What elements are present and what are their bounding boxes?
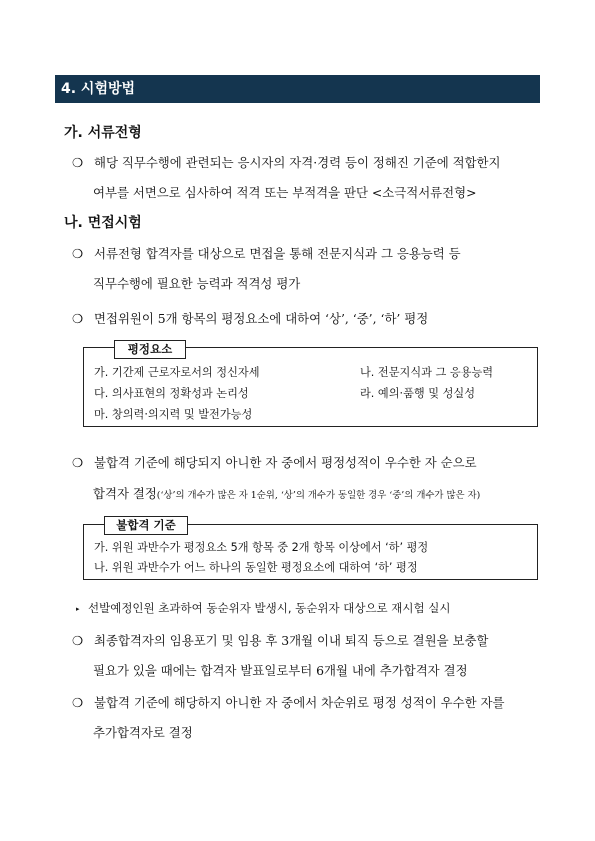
interview-b3-line1: 불합격 기준에 해당되지 아니한 자 중에서 평정성적이 우수한 자 순으로 [94, 455, 477, 470]
interview-b1-line2: 직무수행에 필요한 능력과 적격성 평가 [93, 276, 301, 291]
circle-bullet-icon: ❍ [72, 155, 84, 170]
circle-bullet-icon: ❍ [72, 246, 84, 261]
interview-b3-line2 [93, 484, 541, 502]
tie-note [76, 600, 451, 616]
subheading-interview: 나. 면접시험 [64, 215, 142, 231]
interview-b4-line1: 최종합격자의 임용포기 및 임용 후 3개월 이내 퇴직 등으로 결원을 보충할 [94, 633, 489, 648]
interview-bullet-2 [72, 309, 541, 327]
circle-bullet-icon: ❍ [72, 455, 84, 470]
fail-criteria-item: 가. 위원 과반수가 평정요소 5개 항목 중 2개 항목 이상에서 ‘하’ 평정 [94, 541, 429, 554]
triangle-bullet-icon: ▸ [76, 605, 80, 613]
criteria-box-label: 평정요소 [114, 340, 186, 359]
interview-bullet-1 [72, 244, 541, 262]
criteria-item: 나. 전문지식과 그 응용능력 [360, 366, 494, 379]
interview-b5-line1: 불합격 기준에 해당하지 아니한 자 중에서 차순위로 평정 성적이 우수한 자를 [94, 695, 505, 710]
interview-b1-line1: 서류전형 합격자를 대상으로 면접을 통해 전문지식과 그 응용능력 등 [94, 246, 461, 261]
circle-bullet-icon: ❍ [72, 633, 84, 648]
interview-b3-line2-main: 합격자 결정 [93, 486, 157, 501]
criteria-item: 다. 의사표현의 정확성과 논리성 [94, 387, 249, 400]
interview-bullet-4 [72, 631, 541, 649]
interview-bullet-3 [72, 453, 541, 471]
criteria-item: 라. 예의·품행 및 성실성 [360, 387, 476, 400]
interview-b5-line2: 추가합격자로 결정 [93, 725, 193, 740]
section-header [55, 75, 540, 103]
fail-criteria-box-label: 불합격 기준 [104, 516, 188, 535]
circle-bullet-icon: ❍ [72, 695, 84, 710]
doc-screening-bullet [72, 153, 541, 171]
interview-b2-line1: 면접위원이 5개 항목의 평정요소에 대하여 ‘상’, ‘중’, ‘하’ 평정 [94, 311, 429, 326]
criteria-item: 가. 기간제 근로자로서의 정신자세 [94, 366, 260, 379]
interview-b4-line2: 필요가 있을 때에는 합격자 발표일로부터 6개월 내에 추가합격자 결정 [93, 663, 468, 678]
doc-screening-line1: 해당 직무수행에 관련되는 응시자의 자격·경력 등이 정해진 기준에 적합한지 [94, 155, 501, 170]
subheading-document-screening: 가. 서류전형 [64, 125, 142, 141]
criteria-item: 마. 창의력·의지력 및 발전가능성 [94, 408, 253, 421]
criteria-box [83, 347, 538, 427]
tie-note-text: 선발예정인원 초과하여 동순위자 발생시, 동순위자 대상으로 재시험 실시 [88, 601, 451, 615]
doc-screening-line2: 여부를 서면으로 심사하여 적격 또는 부적격을 판단 <소극적서류전형> [93, 185, 477, 200]
circle-bullet-icon: ❍ [72, 311, 84, 326]
interview-bullet-5 [72, 693, 541, 711]
section-title: 4. 시험방법 [61, 81, 136, 97]
interview-b3-line2-note: (‘상’의 개수가 많은 자 1순위, ‘상’의 개수가 동일한 경우 ‘중’의 개수가 많은 자) [156, 490, 481, 501]
fail-criteria-item: 나. 위원 과반수가 어느 하나의 동일한 평정요소에 대하여 ‘하’ 평정 [94, 561, 418, 574]
